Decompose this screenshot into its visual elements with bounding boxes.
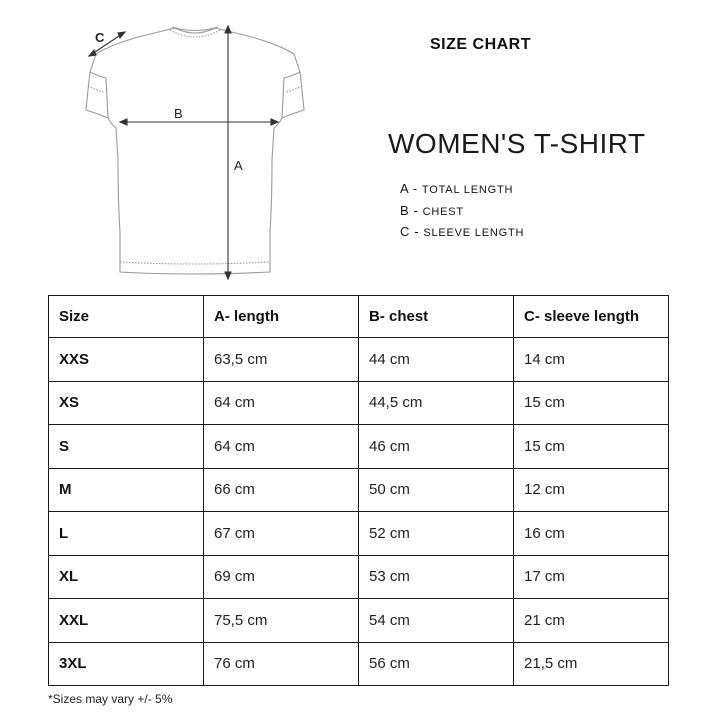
legend-item: [400, 200, 524, 222]
legend-text: SLEEVE LENGTH: [423, 227, 525, 239]
table-row: [49, 381, 669, 425]
size-cell: XXL: [49, 599, 204, 643]
sleeve-cell: 12 cm: [514, 468, 669, 512]
table-row: [49, 555, 669, 599]
length-cell: 76 cm: [204, 642, 359, 686]
length-cell: 66 cm: [204, 468, 359, 512]
table-row: [49, 512, 669, 556]
legend-letter: A -: [400, 181, 422, 196]
measurement-legend: [400, 178, 524, 243]
sleeve-cell: 21,5 cm: [514, 642, 669, 686]
legend-item: [400, 221, 524, 243]
size-cell: 3XL: [49, 642, 204, 686]
chest-cell: 46 cm: [359, 425, 514, 469]
label-a: A: [234, 158, 243, 173]
chest-cell: 54 cm: [359, 599, 514, 643]
size-cell: XXS: [49, 338, 204, 382]
chest-cell: 44,5 cm: [359, 381, 514, 425]
table-row: [49, 468, 669, 512]
sleeve-cell: 21 cm: [514, 599, 669, 643]
sleeve-cell: 17 cm: [514, 555, 669, 599]
chest-cell: 56 cm: [359, 642, 514, 686]
size-cell: S: [49, 425, 204, 469]
size-table: [48, 295, 669, 686]
size-cell: L: [49, 512, 204, 556]
size-cell: XS: [49, 381, 204, 425]
legend-letter: B -: [400, 202, 423, 218]
length-cell: 64 cm: [204, 425, 359, 469]
sleeve-cell: 14 cm: [514, 338, 669, 382]
chest-cell: 52 cm: [359, 512, 514, 556]
tshirt-illustration: [60, 10, 320, 285]
chest-cell: 53 cm: [359, 555, 514, 599]
header-sleeve-length: C- sleeve length: [514, 296, 669, 338]
header-chest: B- chest: [359, 296, 514, 338]
header-length: A- length: [204, 296, 359, 338]
sleeve-cell: 15 cm: [514, 425, 669, 469]
table-row: [49, 425, 669, 469]
header-size: Size: [49, 296, 204, 338]
legend-letter: C -: [400, 224, 424, 239]
sleeve-cell: 16 cm: [514, 512, 669, 556]
label-c: C: [95, 30, 105, 45]
label-b: B: [174, 106, 183, 121]
size-chart-title: SIZE CHART: [430, 36, 531, 53]
sleeve-cell: 15 cm: [514, 381, 669, 425]
table-row: [49, 599, 669, 643]
table-row: [49, 338, 669, 382]
legend-text: CHEST: [422, 205, 464, 218]
table-header-row: [49, 296, 669, 338]
length-cell: 64 cm: [204, 381, 359, 425]
size-cell: M: [49, 468, 204, 512]
chest-cell: 50 cm: [359, 468, 514, 512]
product-title: WOMEN'S T-SHIRT: [388, 128, 646, 159]
footnote: *Sizes may vary +/- 5%: [48, 692, 173, 706]
length-cell: 75,5 cm: [204, 599, 359, 643]
legend-text: TOTAL LENGTH: [421, 184, 514, 196]
size-cell: XL: [49, 555, 204, 599]
chest-cell: 44 cm: [359, 338, 514, 382]
length-cell: 67 cm: [204, 512, 359, 556]
table-row: [49, 642, 669, 686]
legend-item: [400, 178, 524, 200]
length-cell: 63,5 cm: [204, 338, 359, 382]
length-cell: 69 cm: [204, 555, 359, 599]
